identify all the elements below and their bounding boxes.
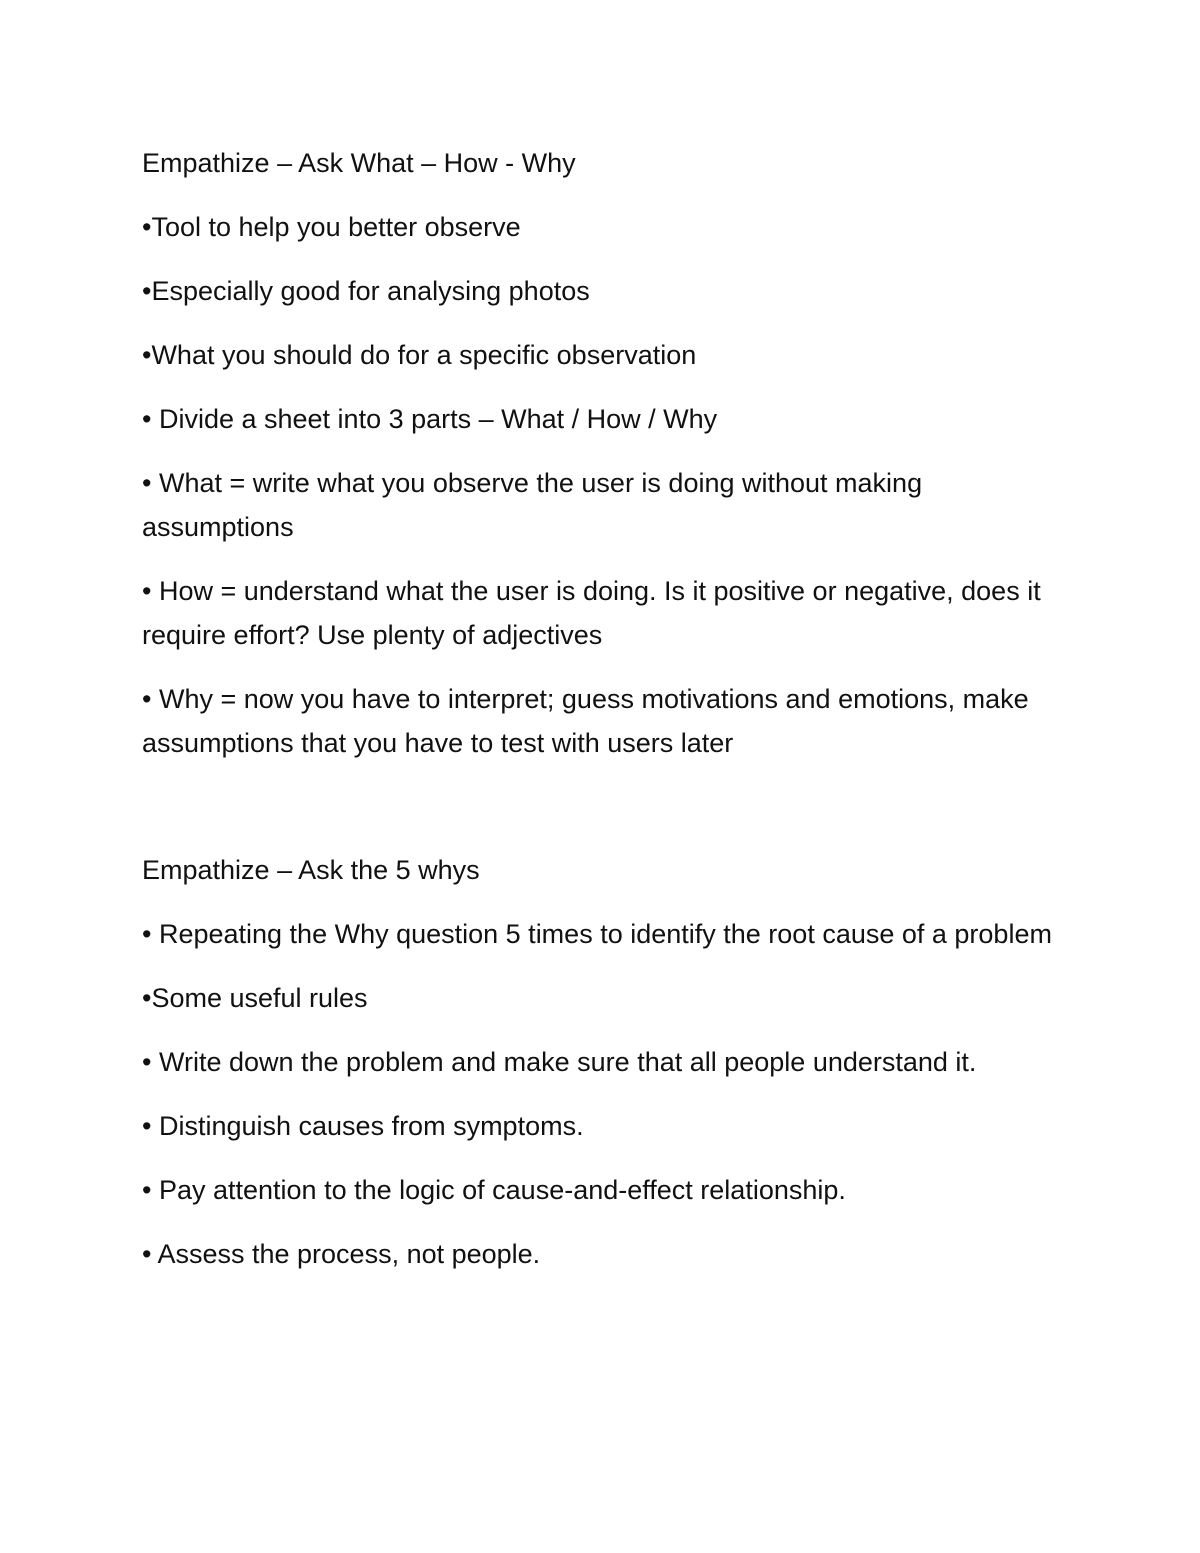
section-what-how-why [142, 141, 1072, 765]
section-heading: Empathize – Ask the 5 whys [142, 855, 480, 885]
section-five-whys [142, 848, 1072, 1276]
bullet-item: •What you should do for a specific observation [142, 340, 697, 370]
section-spacer [142, 785, 1072, 848]
section-heading: Empathize – Ask What – How - Why [142, 148, 576, 178]
bullet-item: • Repeating the Why question 5 times to identify the root cause of a problem [142, 919, 1052, 949]
bullet-item: • Distinguish causes from symptoms. [142, 1111, 584, 1141]
bullet-item: •Especially good for analysing photos [142, 276, 590, 306]
bullet-item: • Pay attention to the logic of cause-and-effect relationship. [142, 1175, 846, 1205]
bullet-item: • Write down the problem and make sure that all people understand it. [142, 1047, 977, 1077]
bullet-item: •Tool to help you better observe [142, 212, 521, 242]
document-body [142, 141, 1072, 1296]
bullet-item: • How = understand what the user is doing. Is it positive or negative, does it require effort? Use plenty of adjectives [142, 576, 1041, 650]
bullet-item: • Assess the process, not people. [142, 1239, 541, 1269]
bullet-item: • Why = now you have to interpret; guess motivations and emotions, make assumptions that you have to test with users later [142, 684, 1029, 758]
bullet-item: • Divide a sheet into 3 parts – What / How / Why [142, 404, 718, 434]
bullet-item: •Some useful rules [142, 983, 368, 1013]
bullet-item: • What = write what you observe the user is doing without making assumptions [142, 468, 923, 542]
